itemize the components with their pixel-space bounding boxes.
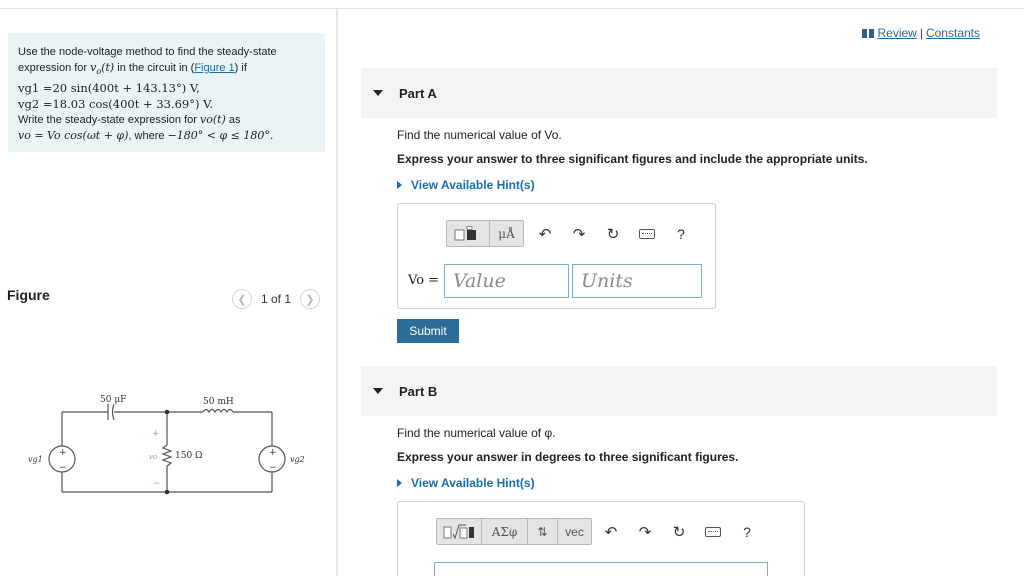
capacitor-label: 50 μF: [100, 395, 127, 405]
part-b-question: Find the numerical value of φ.: [397, 426, 556, 440]
constants-link[interactable]: Constants: [925, 26, 980, 40]
chevron-right-icon[interactable]: ❯: [300, 289, 320, 309]
help-icon[interactable]: ?: [743, 523, 751, 540]
redo-icon[interactable]: ↷: [572, 225, 586, 243]
caret-right-icon: [397, 479, 402, 487]
source-1-plus: +: [59, 448, 67, 458]
problem-line-6: vo = Vo cos(ωt + φ), where −180° < φ ≤ 180°.: [18, 129, 274, 143]
review-link[interactable]: Review: [877, 26, 917, 40]
math-template-icon[interactable]: [436, 518, 482, 545]
source-1-minus: −: [59, 463, 67, 473]
inductor-label: 50 mH: [203, 397, 234, 407]
part-b-toolbar: [436, 518, 764, 545]
problem-vg2: vg2 =18.03 cos(400t + 33.69°) V.: [18, 97, 214, 112]
reset-icon[interactable]: ↻: [672, 523, 686, 541]
figure-link[interactable]: Figure 1: [194, 62, 235, 74]
resistor-zigzag: [163, 445, 171, 466]
keyboard-icon[interactable]: [630, 220, 664, 247]
part-b-header[interactable]: [361, 366, 997, 416]
value-input[interactable]: Value: [444, 264, 569, 298]
problem-line-2: expression for $v_o(t)$ in the circuit in (Figure 1) if: [18, 61, 247, 77]
part-a-answer-box: [397, 203, 716, 309]
book-icon: [862, 29, 874, 38]
undo-icon[interactable]: ↶: [538, 225, 552, 243]
figure-label: Figure: [7, 287, 50, 303]
help-icon[interactable]: ?: [677, 225, 685, 242]
part-a-title: Part A: [399, 85, 437, 101]
redo-icon[interactable]: ↷: [638, 523, 652, 541]
vector-icon[interactable]: vec: [558, 518, 592, 545]
part-b-title: Part B: [399, 383, 438, 399]
part-a-toolbar: [446, 220, 698, 247]
figure-pager: [232, 289, 320, 309]
part-a-hint[interactable]: View Available Hint(s): [397, 178, 535, 192]
part-b-instruction: Express your answer in degrees to three significant figures.: [397, 450, 739, 464]
submit-button[interactable]: Submit: [397, 319, 459, 343]
units-icon[interactable]: μÅ: [490, 220, 524, 247]
problem-statement: [8, 33, 325, 152]
caret-down-icon: [373, 90, 383, 96]
caret-right-icon: [397, 181, 402, 189]
undo-icon[interactable]: ↶: [604, 523, 618, 541]
problem-vg1: vg1 =20 sin(400t + 143.13°) V,: [18, 81, 200, 96]
source-2-label: vg2: [290, 455, 305, 464]
caret-down-icon: [373, 388, 383, 394]
source-2-plus: +: [269, 448, 277, 458]
phi-input[interactable]: [434, 562, 768, 576]
review-constants: [862, 26, 980, 40]
chevron-left-icon[interactable]: ❮: [232, 289, 252, 309]
output-minus: −: [153, 479, 161, 489]
part-a-instruction: Express your answer to three significant figures and include the appropriate units.: [397, 152, 868, 166]
output-label: vo: [149, 453, 158, 461]
inductor-coil: [203, 410, 233, 413]
reset-icon[interactable]: ↻: [606, 225, 620, 243]
resistor-label: 150 Ω: [175, 451, 203, 461]
part-a-header[interactable]: [361, 68, 997, 118]
problem-line-1: Use the node-voltage method to find the steady-state: [18, 46, 277, 58]
part-b-answer-box: [397, 501, 805, 576]
part-a-question: Find the numerical value of Vo.: [397, 128, 562, 142]
separator: |: [919, 26, 923, 40]
greek-icon[interactable]: ΑΣφ: [482, 518, 528, 545]
left-panel: [0, 9, 336, 576]
pager-text: 1 of 1: [261, 292, 292, 306]
keyboard-icon[interactable]: [696, 518, 730, 545]
problem-line-5: Write the steady-state expression for vo(t) as: [18, 113, 241, 127]
output-plus: +: [152, 429, 160, 439]
source-1-label: vg1: [28, 455, 43, 464]
vo-label: Vo =: [408, 273, 440, 288]
circuit-diagram[interactable]: [20, 389, 320, 509]
template-icon[interactable]: [446, 220, 490, 247]
sort-icon[interactable]: ⇅: [528, 518, 558, 545]
part-b-hint[interactable]: View Available Hint(s): [397, 476, 535, 490]
capacitor-plate-right: [113, 404, 115, 420]
source-2-minus: −: [269, 463, 277, 473]
panel-divider: [336, 9, 338, 576]
units-input[interactable]: Units: [572, 264, 702, 298]
